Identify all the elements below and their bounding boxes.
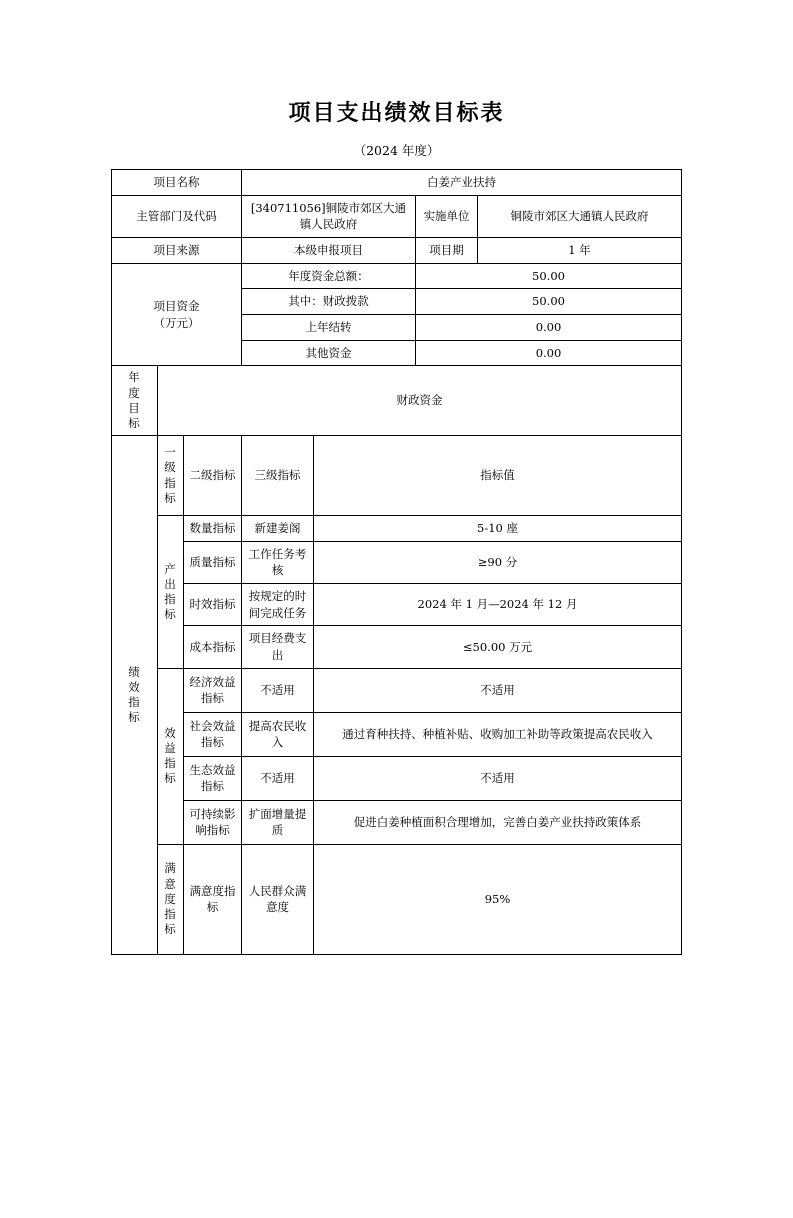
indicator-level3: 不适用 — [242, 756, 314, 800]
table-row-indicator — [111, 756, 681, 800]
funds-row-value: 50.00 — [416, 289, 682, 315]
table-row-project-name — [111, 170, 681, 196]
performance-target-table — [111, 169, 682, 955]
indicator-level2: 生态效益指标 — [183, 756, 241, 800]
column-header-level2: 二级指标 — [183, 436, 241, 516]
indicator-level3: 提高农民收入 — [242, 712, 314, 756]
funds-row-name: 其他资金 — [242, 340, 416, 366]
department-label: 主管部门及代码 — [111, 195, 241, 237]
funds-label-line1: 项目资金 — [153, 298, 200, 313]
indicator-group-label-benefit — [157, 668, 183, 844]
indicator-group-label-satisfaction — [157, 844, 183, 954]
table-row-department — [111, 195, 681, 237]
annual-goal-text: 财政资金 — [157, 366, 681, 436]
indicator-level2: 时效指标 — [183, 584, 241, 626]
indicator-value: ≤50.00 万元 — [314, 626, 682, 668]
funds-row-value: 50.00 — [416, 263, 682, 289]
table-row-indicator — [111, 668, 681, 712]
indicator-level2: 质量指标 — [183, 541, 241, 583]
indicator-level3: 人民群众满意度 — [242, 844, 314, 954]
funds-row-name: 年度资金总额： — [242, 263, 416, 289]
indicator-level2: 成本指标 — [183, 626, 241, 668]
performance-indicator-label-text: 绩效指标 — [128, 664, 141, 725]
column-header-level1 — [157, 436, 183, 516]
project-name-label: 项目名称 — [111, 170, 241, 196]
table-row-annual-goal — [111, 366, 681, 436]
document-page — [0, 96, 793, 1218]
column-header-level3: 三级指标 — [242, 436, 314, 516]
table-row-indicator — [111, 584, 681, 626]
funds-label — [111, 263, 241, 366]
annual-goal-label-text: 年度目标 — [128, 370, 141, 430]
indicator-group-label-output — [157, 516, 183, 669]
indicator-group-label-text: 满意度指标 — [164, 861, 177, 937]
indicator-level2: 经济效益指标 — [183, 668, 241, 712]
funds-row-name: 上年结转 — [242, 315, 416, 341]
indicator-value: 2024 年 1 月—2024 年 12 月 — [314, 584, 682, 626]
project-period-label: 项目期 — [416, 238, 478, 264]
funds-label-line2: （万元） — [153, 315, 200, 330]
funds-row-name: 其中：财政拨款 — [242, 289, 416, 315]
indicator-value: 5-10 座 — [314, 516, 682, 542]
implementation-unit-value: 铜陵市郊区大通镇人民政府 — [478, 195, 682, 237]
indicator-level2: 数量指标 — [183, 516, 241, 542]
indicator-level2: 满意度指标 — [183, 844, 241, 954]
table-row-indicator — [111, 844, 681, 954]
table-row-indicator-header — [111, 436, 681, 516]
indicator-level2: 社会效益指标 — [183, 712, 241, 756]
indicator-level3: 工作任务考核 — [242, 541, 314, 583]
indicator-value: ≥90 分 — [314, 541, 682, 583]
implementation-unit-label: 实施单位 — [416, 195, 478, 237]
table-row-funds-total — [111, 263, 681, 289]
column-header-level1-text: 一级指标 — [164, 445, 177, 505]
funds-row-value: 0.00 — [416, 315, 682, 341]
project-name-value: 白姜产业扶持 — [242, 170, 682, 196]
page-title: 项目支出绩效目标表 — [288, 100, 505, 126]
table-row-indicator — [111, 800, 681, 844]
table-row-indicator — [111, 712, 681, 756]
indicator-level3: 按规定的时间完成任务 — [242, 584, 314, 626]
indicator-value: 促进白姜种植面积合理增加，完善白姜产业扶持政策体系 — [314, 800, 682, 844]
indicator-value: 通过育种扶持、种植补贴、收购加工补助等政策提高农民收入 — [314, 712, 682, 756]
column-header-value: 指标值 — [314, 436, 682, 516]
table-row-indicator — [111, 516, 681, 542]
table-row-project-source — [111, 238, 681, 264]
project-source-label: 项目来源 — [111, 238, 241, 264]
project-period-value: 1 年 — [478, 238, 682, 264]
table-row-indicator — [111, 626, 681, 668]
indicator-level3: 项目经费支出 — [242, 626, 314, 668]
table-row-indicator — [111, 541, 681, 583]
indicator-value: 95% — [314, 844, 682, 954]
indicator-level2: 可持续影响指标 — [183, 800, 241, 844]
annual-goal-label — [111, 366, 157, 436]
indicator-value: 不适用 — [314, 668, 682, 712]
indicator-level3: 扩面增量提质 — [242, 800, 314, 844]
indicator-value: 不适用 — [314, 756, 682, 800]
performance-indicator-label — [111, 436, 157, 955]
indicator-group-label-text: 效益指标 — [164, 725, 177, 786]
project-source-value: 本级申报项目 — [242, 238, 416, 264]
page-subtitle: （2024 年度） — [353, 143, 440, 158]
indicator-group-label-text: 产出指标 — [164, 561, 177, 622]
indicator-level3: 新建姜阁 — [242, 516, 314, 542]
department-value: [340711056]铜陵市郊区大通镇人民政府 — [242, 195, 416, 237]
funds-row-value: 0.00 — [416, 340, 682, 366]
indicator-level3: 不适用 — [242, 668, 314, 712]
